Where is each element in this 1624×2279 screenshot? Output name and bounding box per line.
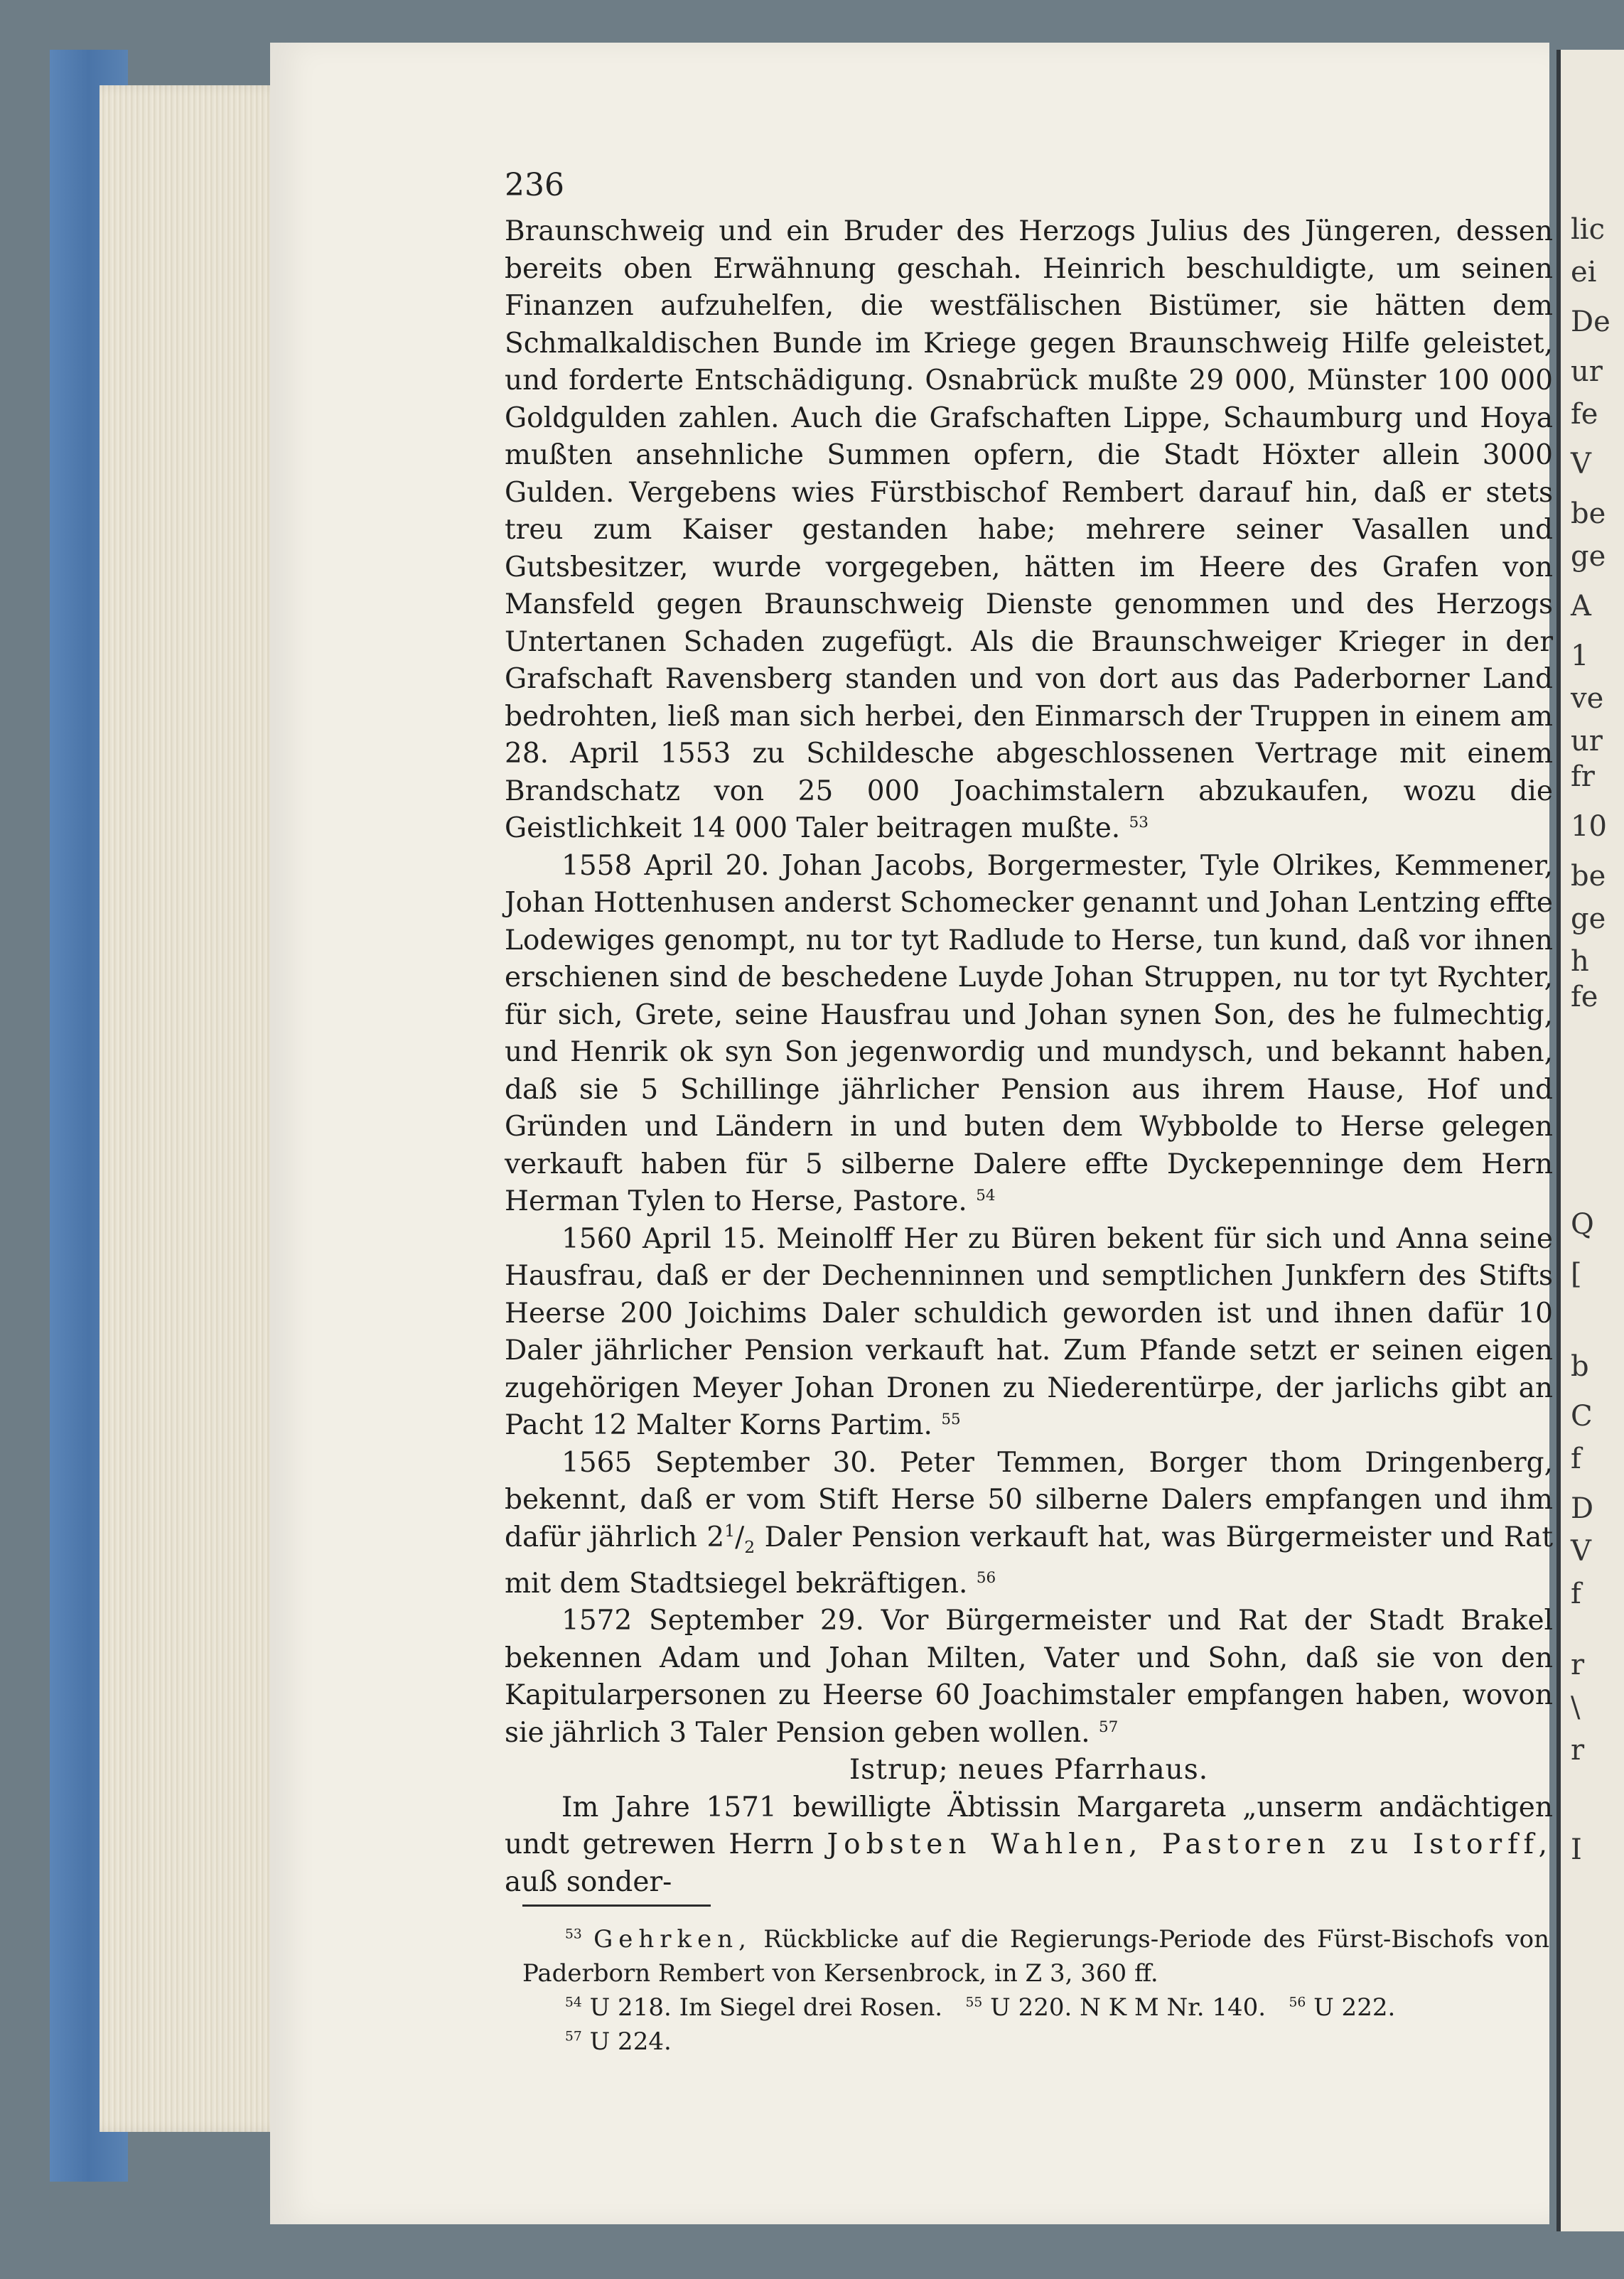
page-edges xyxy=(100,85,284,2132)
facing-page-text-fragment: V xyxy=(1571,1535,1591,1568)
footnote-ref: 53 xyxy=(1129,814,1149,831)
facing-page-text-fragment: ge xyxy=(1571,540,1606,573)
facing-page-text-fragment: lic xyxy=(1571,213,1605,246)
footnotes xyxy=(522,1922,1549,2059)
facing-page-text-fragment: r xyxy=(1571,1734,1585,1767)
footnote-ref: 57 xyxy=(1099,1718,1119,1736)
main-text xyxy=(505,213,1553,1901)
section-heading: Istrup; neues Pfarrhaus. xyxy=(849,1754,1209,1787)
paragraph: Im Jahre 1571 bewilligte Äbtissin Margareta „unserm andächtigen undt getrewen Herrn Jobsten Wahlen, Pastoren zu Istorff, auß sonder- xyxy=(505,1791,1553,1898)
facing-page-text-fragment: fe xyxy=(1571,981,1598,1013)
facing-page-text-fragment: f xyxy=(1571,1578,1581,1610)
facing-page-text-fragment: be xyxy=(1571,860,1606,893)
footnote: $^{53}$ Gehrken, Rückblicke auf die Regierungs-Periode des Fürst-Bischofs von Paderborn Rembert von Kersenbrock, in Z 3, 360 ff. xyxy=(522,1925,1549,1988)
paragraph: 1560 April 15. Meinolff Her zu Büren bekent für sich und Anna seine Hausfrau, daß er der Dechenninnen und semptlichen Junkfern des Stifts Heerse 200 Joichims Daler schuldich geworden ist und ihnen dafür 10 Daler jährlicher Pension verkauft hat. Zum Pfande setzt er seinen eigen zugehörigen Meyer Johan Dronen zu Niederentürpe, der jarlichs gibt an Pacht 12 Malter Korns Partim. $^{55}$ xyxy=(505,1222,1553,1441)
facing-page-text-fragment: r xyxy=(1571,1649,1585,1681)
facing-page-text-fragment: D xyxy=(1571,1492,1594,1525)
footnote-ref: 56 xyxy=(976,1568,996,1587)
facing-page-text-fragment: \ xyxy=(1571,1691,1581,1724)
facing-page-text-fragment: ve xyxy=(1571,682,1604,715)
facing-page-edge xyxy=(1556,50,1624,2231)
paragraph: 1572 September 29. Vor Bürgermeister und Rat der Stadt Brakel bekennen Adam und Johan Milten, Vater und Sohn, daß sie von den Kapitularpersonen zu Heerse 60 Joachimstaler empfangen haben, wovon sie jährlich 3 Taler Pension geben wollen. $^{57}$ xyxy=(505,1605,1553,1749)
facing-page-text-fragment: A xyxy=(1571,590,1591,623)
facing-page-text-fragment: b xyxy=(1571,1350,1589,1383)
paragraph: Braunschweig und ein Bruder des Herzogs Julius des Jüngeren, dessen bereits oben Erwähnung geschah. Heinrich beschuldigte, um seinen Finanzen aufzuhelfen, die westfälischen Bistümer, sie hätten dem Schmalkaldischen Bunde im Kriege gegen Braunschweig Hilfe geleistet, und forderte Entschädigung. Osnabrück mußte 29 000, Münster 100 000 Goldgulden zahlen. Auch die Grafschaften Lippe, Schaumburg und Hoya mußten ansehnliche Summen opfern, die Stadt Höxter allein 3000 Gulden. Vergebens wies Fürstbischof Rembert darauf hin, daß er stets treu zum Kaiser gestanden habe; mehrere seiner Vasallen und Gutsbesitzer, wurde vorgegeben, hätten im Heere des Grafen von Mansfeld gegen Braunschweig Dienste genommen und des Herzogs Untertanen Schaden zugefügt. Als die Braunschweiger Krieger in der Grafschaft Ravensberg standen und von dort aus das Paderborner Land bedrohten, ließ man sich herbei, den Einmarsch der Truppen in einem am 28. April 1553 zu Schildesche abgeschlossenen Vertrage mit einem Brandschatz von 25 000 Joachimstalern abzukaufen, wozu die Geistlichkeit 14 000 Taler beitragen mußte. $^{53}$ xyxy=(505,215,1553,844)
facing-page-text-fragment: V xyxy=(1571,448,1591,480)
facing-page-text-fragment: ur xyxy=(1571,355,1603,388)
paragraph: 1565 September 30. Peter Temmen, Borger thom Dringenberg, bekennt, daß er vom Stift Herse 50 silberne Dalers empfangen und ihm dafür jährlich $2^1/_2$ Daler Pension verkauft hat, was Bürgermeister und Rat mit dem Stadtsiegel bekräftigen. $^{56}$ xyxy=(505,1446,1553,1600)
facing-page-text-fragment: be xyxy=(1571,497,1606,530)
facing-page-text-fragment: 1 xyxy=(1571,640,1589,672)
facing-page-text-fragment: h xyxy=(1571,945,1589,978)
facing-page-text-fragment: I xyxy=(1571,1833,1582,1866)
footnote-ref: 54 xyxy=(976,1187,996,1205)
facing-page-text-fragment: De xyxy=(1571,306,1610,338)
footnote: $^{57}$ U 224. xyxy=(565,2027,672,2056)
footnote-ref: 55 xyxy=(941,1411,961,1428)
footnote-divider xyxy=(522,1904,711,1907)
facing-page-text-fragment: fe xyxy=(1571,398,1598,431)
footnote: $^{54}$ U 218. Im Siegel drei Rosen. $^{55}$ U 220. N K M Nr. 140. $^{56}$ U 222. xyxy=(565,1993,1396,2022)
facing-page-text-fragment: ur xyxy=(1571,725,1603,758)
facing-page-text-fragment: Q xyxy=(1571,1208,1594,1241)
facing-page-text-fragment: [ xyxy=(1571,1258,1582,1291)
facing-page-text-fragment: C xyxy=(1571,1400,1593,1433)
facing-page-text-fragment: ge xyxy=(1571,903,1606,935)
paragraph: 1558 April 20. Johan Jacobs, Borgermester, Tyle Olrikes, Kemmener, Johan Hottenhusen anderst Schomecker genannt und Johan Lentzing effte Lodewiges genompt, nu tor tyt Radlude to Herse, tun kund, daß vor ihnen erschienen sind de beschedene Luyde Johan Struppen, nu tor tyt Rychter, für sich, Grete, seine Hausfrau und Johan synen Son, des he fulmechtig, und Henrik ok syn Son jegenwordig und mundysch, und bekannt haben, daß sie 5 Schillinge jährlicher Pension aus ihrem Hause, Hof und Gründen und Ländern in und buten dem Wybbolde to Herse gelegen verkauft haben für 5 silberne Dalere effte Dyckepenninge dem Hern Herman Tylen to Herse, Pastore. $^{54}$ xyxy=(505,849,1553,1217)
page-number: 236 xyxy=(505,167,564,203)
facing-page-text-fragment: ei xyxy=(1571,256,1597,289)
facing-page-text-fragment: fr xyxy=(1571,760,1595,793)
facing-page-text-fragment: f xyxy=(1571,1443,1581,1475)
facing-page-text-fragment: 10 xyxy=(1571,810,1607,843)
